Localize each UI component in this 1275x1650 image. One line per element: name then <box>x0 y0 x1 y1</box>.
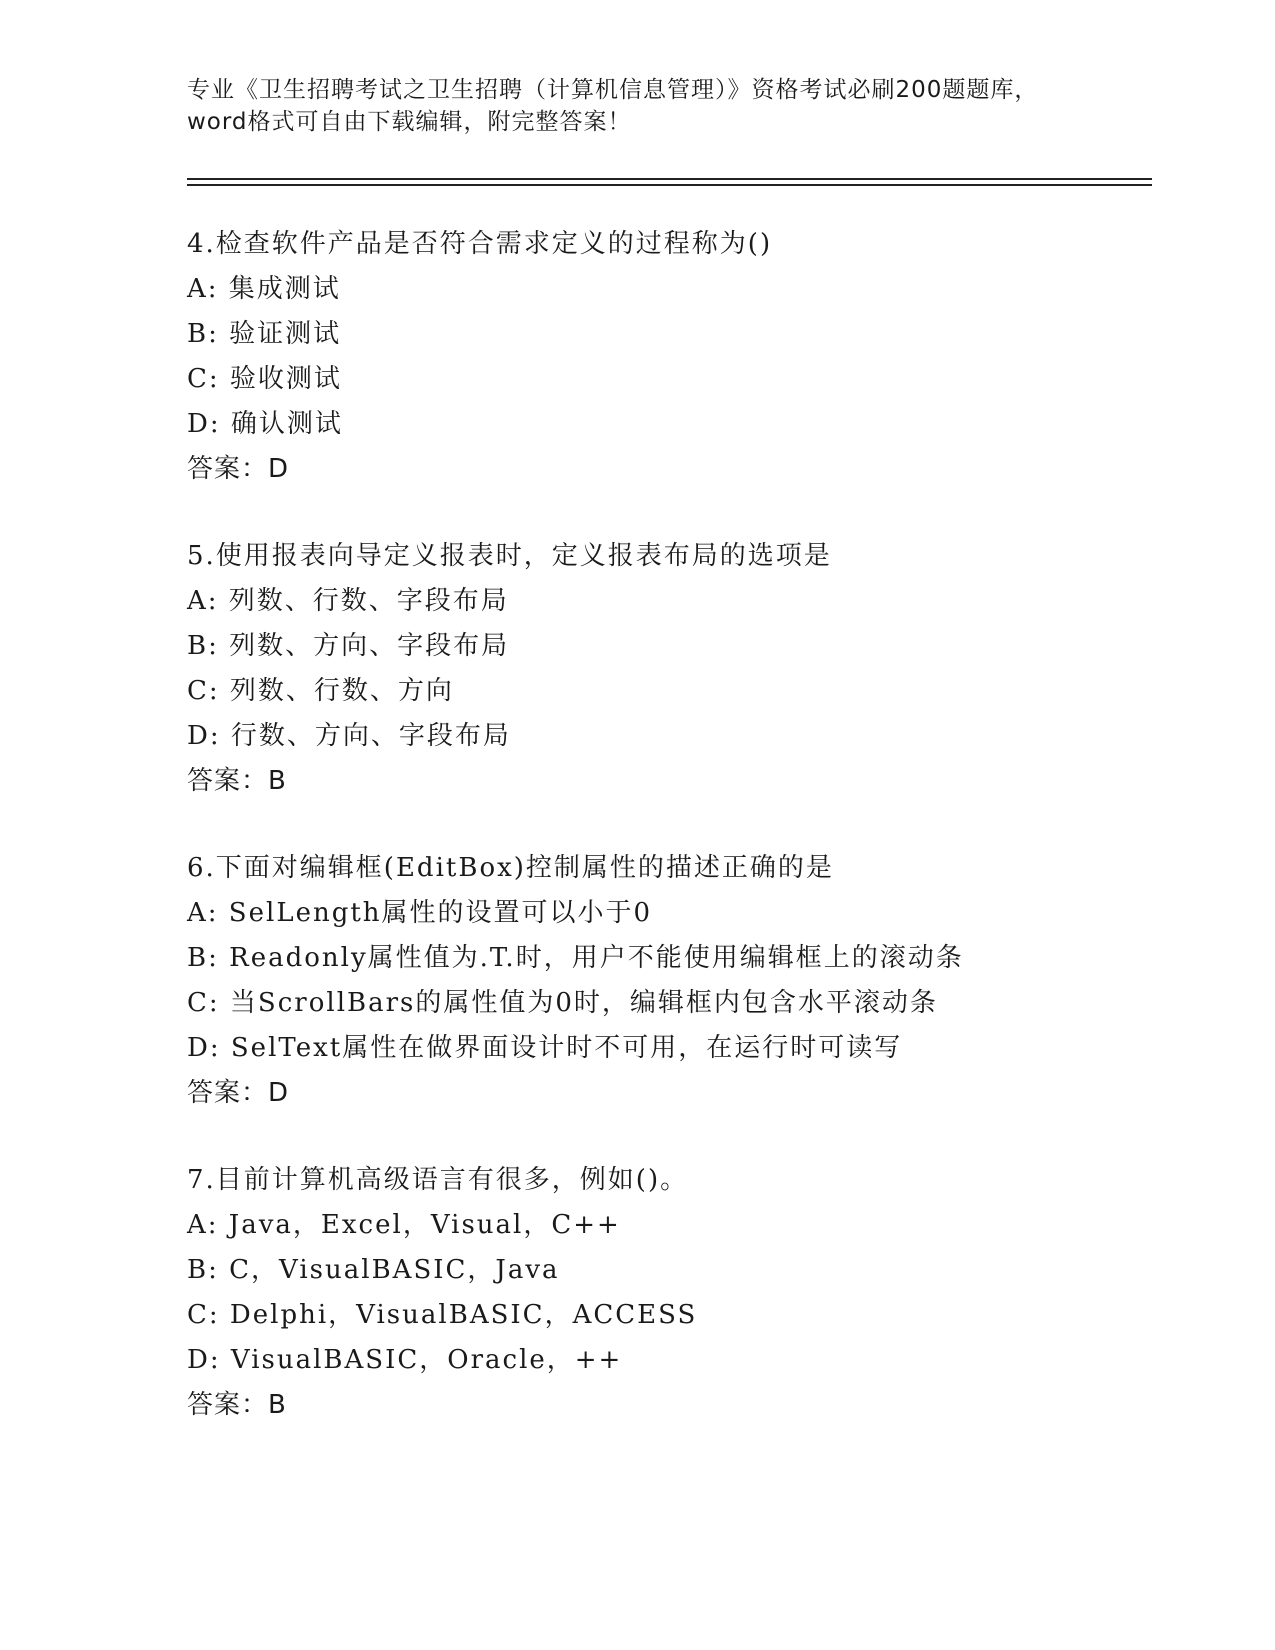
option-d: D: SelText属性在做界面设计时不可用，在运行时可读写 <box>187 1033 903 1063</box>
header-double-rule <box>187 178 1152 186</box>
option-b: B: C，VisualBASIC，Java <box>187 1255 560 1285</box>
answer-label: 答案：B <box>187 766 287 796</box>
option-b: B: 验证测试 <box>187 319 342 349</box>
header-line-2: word格式可自由下载编辑，附完整答案！ <box>187 109 632 135</box>
question-stem: 7.目前计算机高级语言有很多，例如()。 <box>187 1165 689 1195</box>
option-a: A: 列数、行数、字段布局 <box>187 586 509 616</box>
option-d: D: 确认测试 <box>187 409 343 439</box>
answer-label: 答案：B <box>187 1390 287 1420</box>
question-block <box>187 534 1152 804</box>
option-c: C: 当ScrollBars的属性值为0时，编辑框内包含水平滚动条 <box>187 988 938 1018</box>
header-line-1: 专业《卫生招聘考试之卫生招聘（计算机信息管理）》资格考试必刷200题题库， <box>187 77 1039 103</box>
answer-label: 答案：D <box>187 454 290 484</box>
answer-label: 答案：D <box>187 1078 290 1108</box>
option-b: B: Readonly属性值为.T.时，用户不能使用编辑框上的滚动条 <box>187 943 964 973</box>
option-c: C: 验收测试 <box>187 364 342 394</box>
option-c: C: 列数、行数、方向 <box>187 676 454 706</box>
option-a: A: SelLength属性的设置可以小于0 <box>187 898 653 928</box>
option-d: D: VisualBASIC，Oracle，++ <box>187 1345 623 1375</box>
option-d: D: 行数、方向、字段布局 <box>187 721 511 751</box>
question-stem: 4.检查软件产品是否符合需求定义的过程称为() <box>187 229 773 259</box>
question-block <box>187 222 1152 492</box>
question-block <box>187 1158 1152 1428</box>
document-page <box>187 0 1152 1650</box>
document-header <box>187 74 1067 138</box>
option-b: B: 列数、方向、字段布局 <box>187 631 510 661</box>
option-a: A: 集成测试 <box>187 274 341 304</box>
option-a: A: Java，Excel，Visual，C++ <box>187 1210 621 1240</box>
question-stem: 5.使用报表向导定义报表时，定义报表布局的选项是 <box>187 541 832 571</box>
question-block <box>187 846 1152 1116</box>
option-c: C: Delphi，VisualBASIC，ACCESS <box>187 1300 698 1330</box>
question-stem: 6.下面对编辑框(EditBox)控制属性的描述正确的是 <box>187 853 834 883</box>
